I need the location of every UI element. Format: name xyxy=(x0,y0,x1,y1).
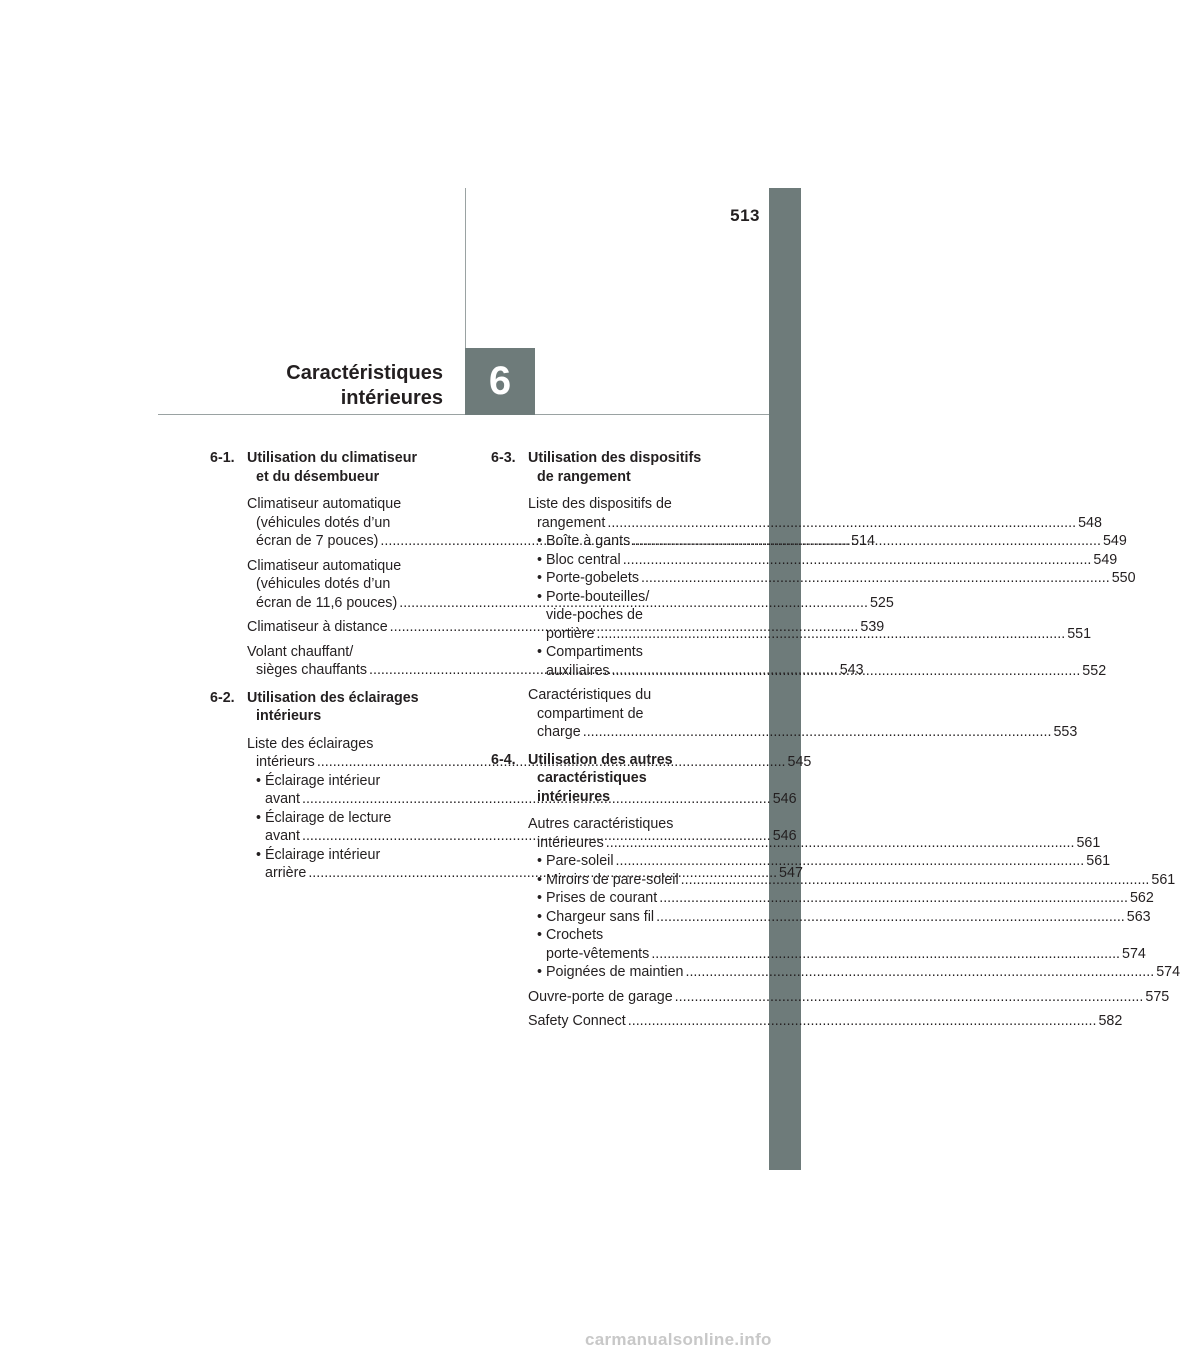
page-number: 513 xyxy=(730,206,760,225)
entry-line xyxy=(528,963,1180,982)
entry-line: Climatiseur automatique xyxy=(247,496,402,512)
entry-text: • Bloc central xyxy=(537,551,621,568)
leader-dots xyxy=(583,724,1052,740)
entry-text: • Chargeur sans fil xyxy=(537,908,655,925)
section-number: 6-2. xyxy=(210,689,235,706)
entry-page: 561 xyxy=(1086,853,1111,869)
entry-page: 547 xyxy=(779,865,803,881)
section-title-line: Utilisation des dispositifs xyxy=(528,450,702,466)
section-title-line: et du désembueur xyxy=(256,468,380,485)
entry-line xyxy=(528,889,1154,908)
entry-line: (véhicules dotés d’un xyxy=(256,576,391,592)
section-heading[interactable] xyxy=(491,751,738,807)
toc-sub-entry[interactable] xyxy=(528,926,1146,963)
entry-line xyxy=(528,551,1118,570)
entry-page: 514 xyxy=(851,533,875,549)
section-heading[interactable] xyxy=(210,449,457,486)
entry-page: 551 xyxy=(1067,625,1092,642)
entry-text: écran de 7 pouces) xyxy=(256,533,379,549)
entry-text: avant xyxy=(265,791,300,807)
entry-page: 553 xyxy=(1053,724,1078,740)
toc-sub-entry[interactable] xyxy=(528,908,1151,927)
chapter-title-line2: intérieures xyxy=(340,387,443,409)
section-number: 6-3. xyxy=(491,450,516,466)
entry-page: 563 xyxy=(1126,908,1151,925)
section-title xyxy=(528,751,673,807)
section-title xyxy=(247,689,419,726)
entry-page: 546 xyxy=(772,828,797,844)
toc-entry[interactable] xyxy=(528,1012,1123,1031)
leader-dots xyxy=(651,946,1120,962)
entry-text: arrière xyxy=(265,865,307,881)
section-title-line: Utilisation des éclairages xyxy=(247,689,419,706)
toc-sub-entry[interactable] xyxy=(528,889,1154,908)
entry-text: avant xyxy=(265,828,300,844)
entry-line: Climatiseur automatique xyxy=(247,557,402,574)
entry-text: • Miroirs de pare-soleil xyxy=(537,871,679,888)
leader-dots xyxy=(659,890,1128,906)
entry-text: auxiliaires xyxy=(546,662,610,679)
toc-sub-entry[interactable] xyxy=(528,963,1180,982)
entry-page: 545 xyxy=(787,754,812,770)
section-title-line: de rangement xyxy=(537,468,631,485)
entry-line xyxy=(528,908,1151,927)
leader-dots xyxy=(628,1013,1097,1029)
entry-line: Caractéristiques du xyxy=(528,687,652,703)
section-title-line: Utilisation du climatiseur xyxy=(247,450,418,466)
section-title-line: caractéristiques xyxy=(537,770,647,786)
toc-sub-entry[interactable] xyxy=(528,551,1118,570)
entry-text: écran de 11,6 pouces) xyxy=(256,594,398,611)
toc-sub-entry[interactable] xyxy=(528,852,1111,871)
chapter-title xyxy=(286,361,443,411)
entry-text: • Pare-soleil xyxy=(537,853,614,869)
watermark: carmanualsonline.info xyxy=(585,1330,772,1349)
entry-line xyxy=(528,945,1146,964)
section-title xyxy=(528,449,701,486)
entry-line xyxy=(528,988,1170,1007)
leader-dots xyxy=(681,872,1150,888)
entry-line: Liste des dispositifs de xyxy=(528,496,672,512)
entry-page: 550 xyxy=(1111,570,1136,586)
entry-page: 525 xyxy=(869,594,894,611)
entry-line: • Éclairage intérieur xyxy=(256,846,381,863)
entry-text: Climatiseur à distance xyxy=(247,619,388,635)
entry-page: 539 xyxy=(860,619,885,635)
leader-dots xyxy=(616,853,1085,869)
entry-line: • Éclairage intérieur xyxy=(256,772,381,789)
entry-page: 562 xyxy=(1129,890,1154,906)
entry-line xyxy=(528,723,1078,742)
entry-line xyxy=(528,514,1102,533)
entry-text: sièges chauffants xyxy=(256,662,368,678)
vertical-rule xyxy=(465,188,466,348)
entry-line: • Crochets xyxy=(537,927,604,943)
entry-line: vide-poches de xyxy=(546,607,643,623)
entry-line: compartiment de xyxy=(537,705,644,722)
entry-page: 561 xyxy=(1076,834,1101,851)
entry-page: 549 xyxy=(1093,551,1118,568)
leader-dots xyxy=(623,552,1092,568)
leader-dots xyxy=(675,989,1144,1005)
section-heading[interactable] xyxy=(491,449,738,486)
leader-dots xyxy=(685,964,1154,980)
horizontal-rule xyxy=(158,414,769,415)
entry-page: 575 xyxy=(1145,988,1170,1005)
entry-line: Autres caractéristiques xyxy=(528,816,674,832)
entry-page: 546 xyxy=(772,791,797,807)
section-title xyxy=(247,449,417,486)
chapter-title-line1: Caractéristiques xyxy=(286,362,443,384)
entry-page: 543 xyxy=(839,662,864,678)
section-number: 6-1. xyxy=(210,450,235,466)
leader-dots xyxy=(641,570,1110,586)
entry-text: Ouvre-porte de garage xyxy=(528,988,673,1005)
entry-text: porte-vêtements xyxy=(546,945,650,962)
entry-line: • Compartiments xyxy=(537,644,643,660)
entry-text: intérieurs xyxy=(256,754,315,770)
section-heading[interactable] xyxy=(210,689,457,726)
section-title-line: intérieurs xyxy=(256,708,322,724)
toc-sub-entry[interactable] xyxy=(528,569,1136,588)
entry-line xyxy=(528,852,1111,871)
section-title-line: intérieures xyxy=(537,788,611,805)
entry-page: 549 xyxy=(1102,533,1127,549)
leader-dots xyxy=(596,626,1065,642)
entry-text: charge xyxy=(537,724,581,740)
entry-page: 561 xyxy=(1151,871,1176,888)
entry-page: 574 xyxy=(1122,945,1146,962)
entry-line: Liste des éclairages xyxy=(247,735,374,752)
section-number: 6-4. xyxy=(491,751,516,768)
chapter-number-box: 6 xyxy=(465,348,535,415)
leader-dots xyxy=(656,909,1125,925)
entry-text: • Prises de courant xyxy=(537,890,658,906)
toc-entry[interactable] xyxy=(528,686,1078,742)
entry-text: rangement xyxy=(537,514,606,531)
entry-text: • Poignées de maintien xyxy=(537,964,684,980)
entry-line xyxy=(528,569,1136,588)
entry-text: • Porte-gobelets xyxy=(537,570,639,586)
toc-entry[interactable] xyxy=(528,988,1170,1007)
leader-dots xyxy=(607,515,1076,531)
entry-line: • Éclairage de lecture xyxy=(256,809,392,826)
section-title-line: Utilisation des autres xyxy=(528,751,673,768)
entry-page: 582 xyxy=(1098,1013,1123,1029)
entry-text: portière xyxy=(546,625,595,642)
entry-line: (véhicules dotés d’un xyxy=(256,514,391,531)
toc-entry[interactable] xyxy=(528,495,1102,532)
entry-page: 548 xyxy=(1078,514,1102,531)
entry-page: 574 xyxy=(1156,964,1180,980)
entry-line: Volant chauffant/ xyxy=(247,643,354,660)
entry-line xyxy=(528,1012,1123,1031)
leader-dots xyxy=(606,835,1075,851)
leader-dots xyxy=(612,663,1081,679)
entry-text: • Boîte à gants xyxy=(537,533,631,549)
entry-line: • Porte-bouteilles/ xyxy=(537,588,650,605)
entry-text: Safety Connect xyxy=(528,1013,626,1029)
leader-dots xyxy=(632,533,1101,549)
entry-text: intérieures xyxy=(537,834,604,851)
entry-page: 552 xyxy=(1082,662,1107,679)
